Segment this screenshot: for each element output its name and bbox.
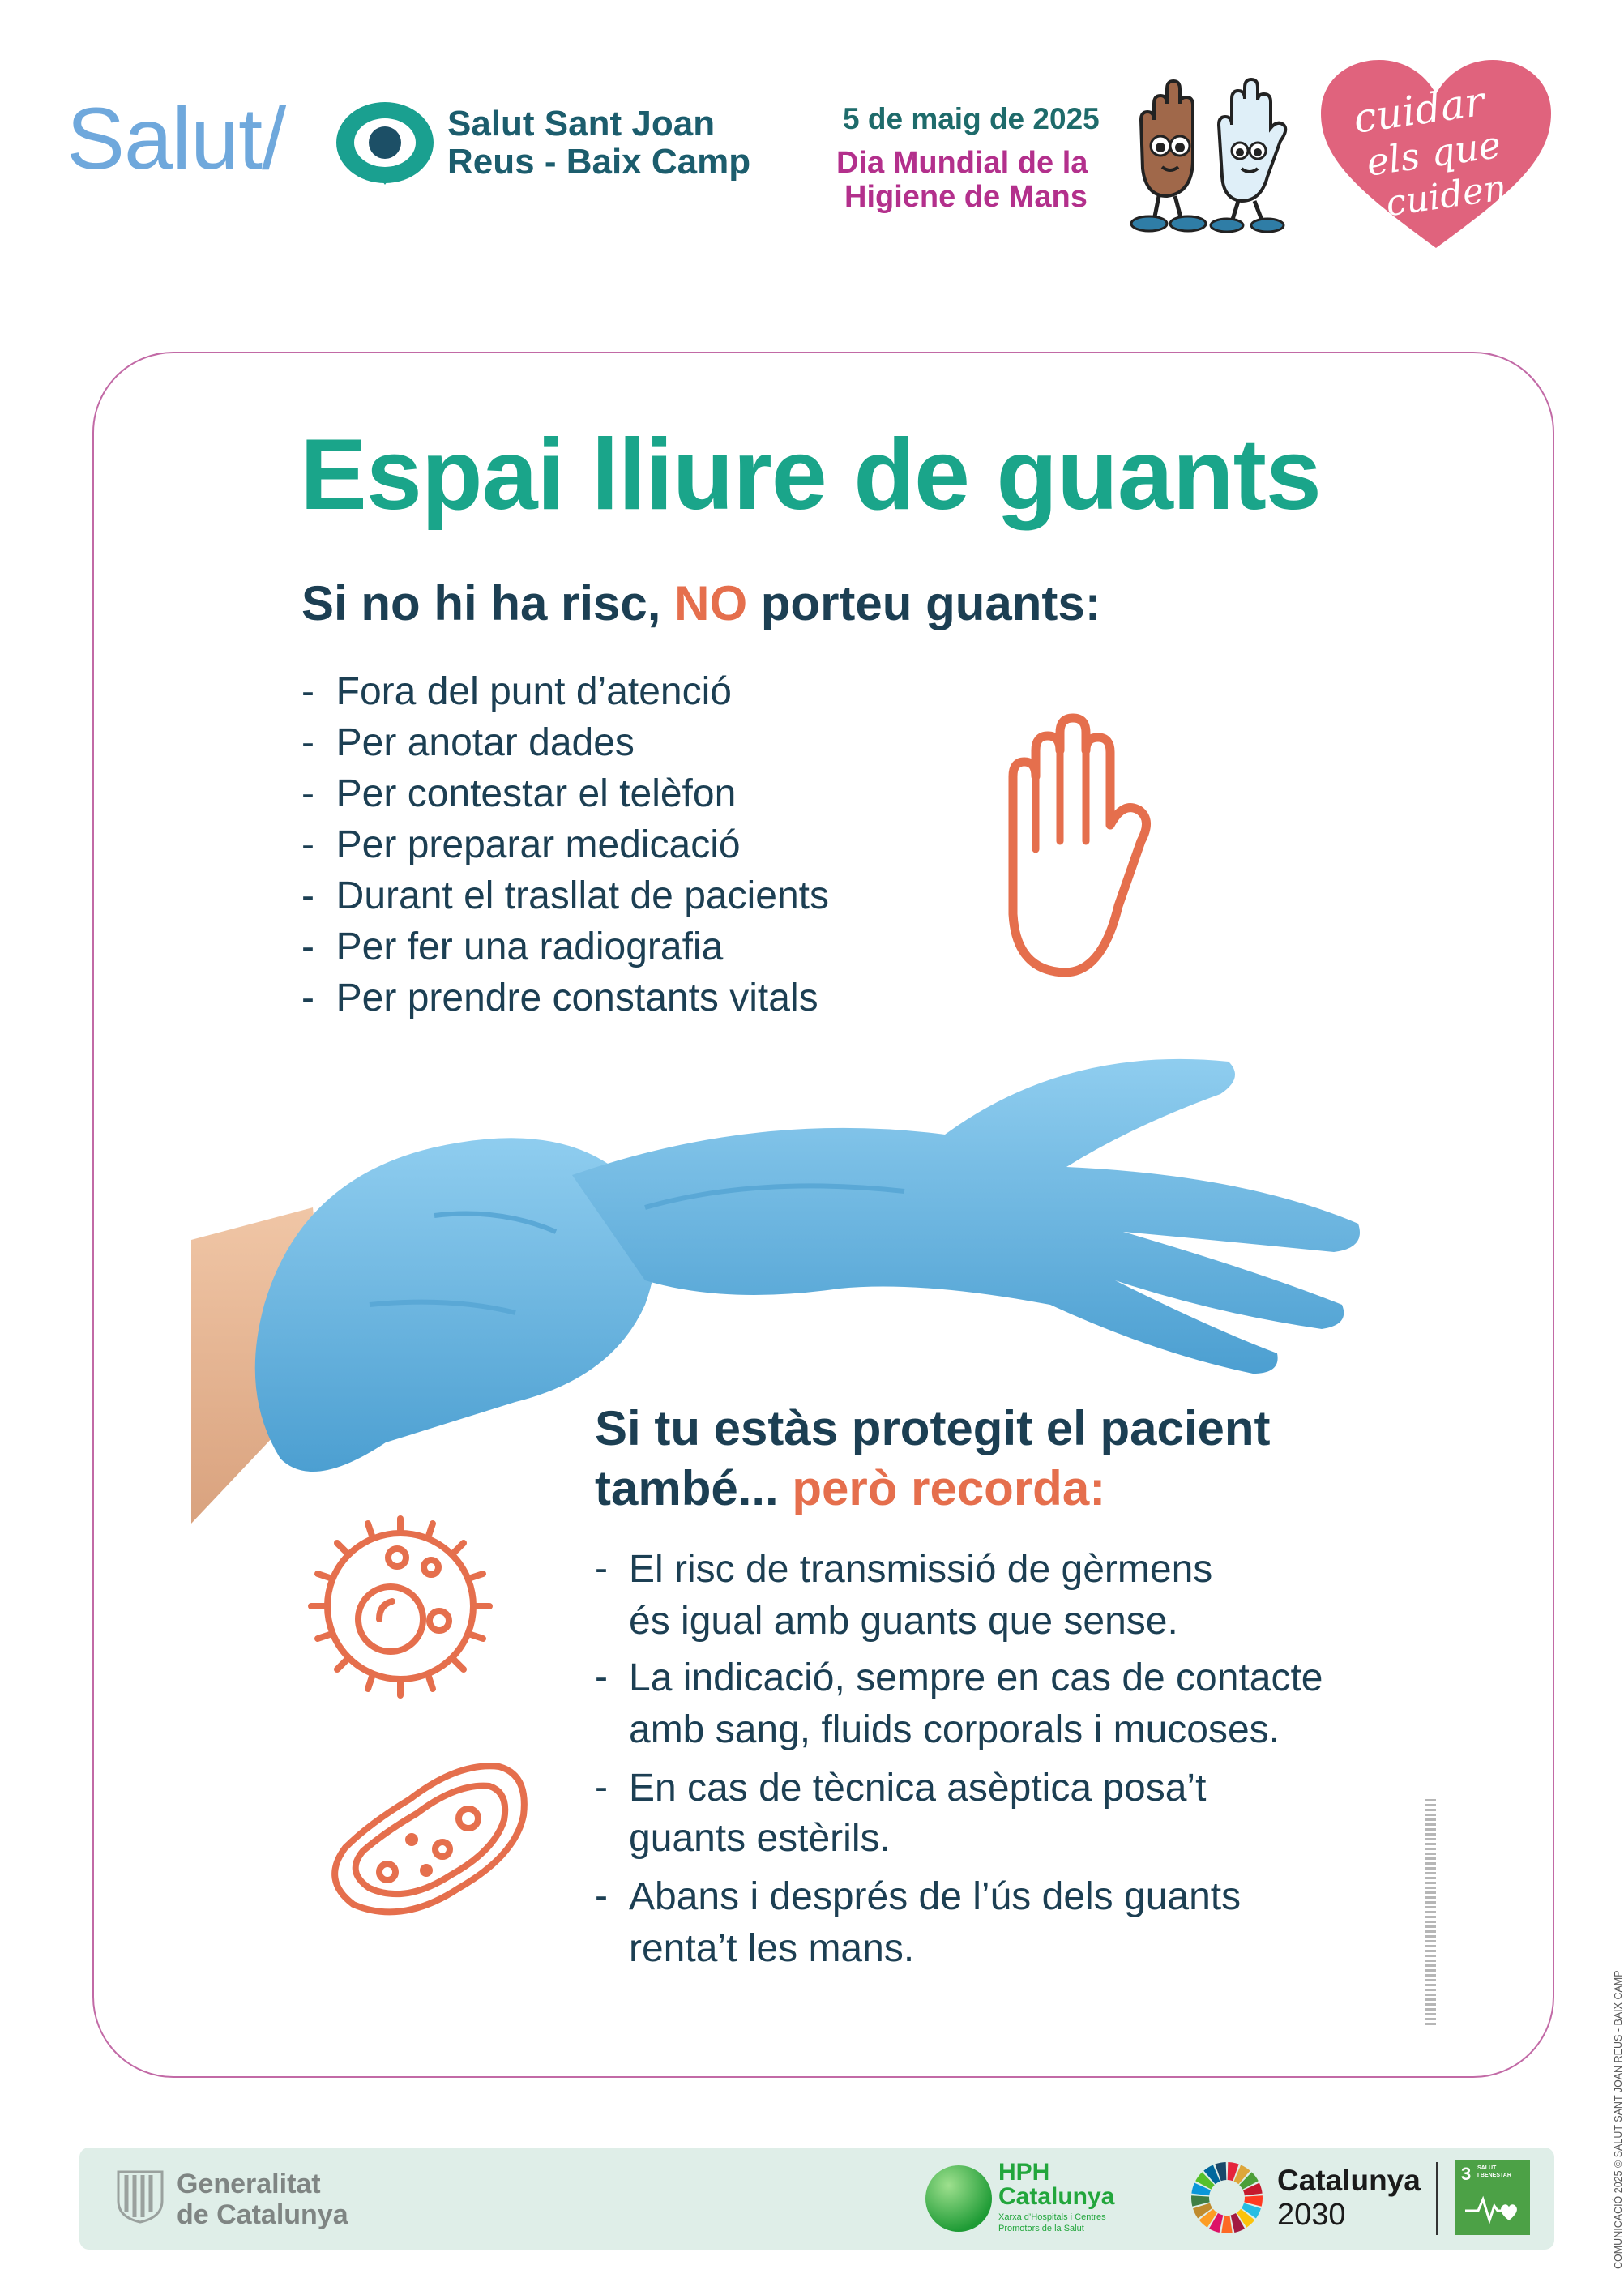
sdg-wheel-segment: [1221, 2216, 1233, 2233]
sdg3-text1: SALUT: [1477, 2165, 1497, 2171]
reminder-1-line1: El risc de transmissió de gèrmens: [629, 1548, 1213, 1591]
list-item: - Per prendre constants vitals: [301, 972, 829, 1024]
org-name-line1: Salut Sant Joan: [447, 104, 716, 143]
vertical-copyright: COMUNICACIÓ 2025 © SALUT SANT JOAN REUS - BAIX CAMP: [1613, 1970, 1624, 2269]
list-bullet: -: [595, 1766, 608, 1809]
hph-line3: Xarxa d’Hospitals i Centres: [998, 2212, 1106, 2222]
list-bullet: -: [595, 1547, 608, 1590]
no-glove-cases-list: [301, 666, 829, 1024]
list-item: - Per preparar medicació: [301, 819, 829, 870]
slogan-line3: cuiden: [1383, 166, 1510, 225]
hph-line2: Catalunya: [998, 2183, 1115, 2210]
reminder-3-line2: guants estèrils.: [629, 1817, 891, 1860]
sdg3-text2: I BENESTAR: [1477, 2173, 1511, 2178]
heart-slogan-text: [1314, 57, 1558, 251]
generalitat-line1: Generalitat: [177, 2169, 321, 2199]
list-item: - Fora del punt d’atenció: [301, 666, 829, 717]
slogan-line1: cuidar: [1350, 77, 1487, 143]
list-bullet: -: [595, 1656, 608, 1699]
salut-sant-joan-logo-icon: [334, 99, 436, 186]
event-name-line2: Higiene de Mans: [844, 180, 1088, 214]
bacteria-icon: [301, 1507, 500, 1706]
list-bullet: -: [595, 1874, 608, 1917]
subtitle1-pre: Si no hi ha risc,: [301, 576, 675, 630]
list-item: - Per fer una radiografia: [301, 921, 829, 972]
subtitle-no-risk: [301, 575, 1101, 631]
catalunya-2030-line2: 2030: [1277, 2198, 1346, 2232]
footer-separator: [1436, 2162, 1438, 2235]
mascot-hands-illustration: [1118, 71, 1305, 233]
event-date: 5 de maig de 2025: [843, 102, 1100, 135]
reminder-1-line2: és igual amb guants que sense.: [629, 1600, 1178, 1643]
subtitle-protected-line1: Si tu estàs protegit el pacient: [595, 1401, 1271, 1455]
subtitle1-post: porteu guants:: [747, 576, 1101, 630]
hph-line4: Promotors de la Salut: [998, 2224, 1084, 2233]
reminder-4-line2: renta’t les mans.: [629, 1927, 915, 1970]
org-name-line2: Reus - Baix Camp: [447, 142, 751, 182]
small-vertical-credit: [1425, 1799, 1436, 2026]
stop-hand-icon: [981, 712, 1159, 981]
reminder-4-line1: Abans i després de l’ús dels guants: [629, 1875, 1242, 1918]
generalitat-emblem-icon: [115, 2169, 165, 2224]
list-item: - Per anotar dades: [301, 717, 829, 768]
hph-line1: HPH: [998, 2159, 1050, 2186]
sdg3-number: 3: [1461, 2164, 1472, 2184]
reminder-2-line1: La indicació, sempre en cas de contacte: [629, 1656, 1323, 1699]
sdg-wheel-icon: [1190, 2160, 1264, 2235]
subtitle1-no: NO: [674, 576, 748, 630]
reminder-2-line2: amb sang, fluids corporals i mucoses.: [629, 1708, 1280, 1751]
catalunya-2030-line1: Catalunya: [1277, 2164, 1421, 2197]
reminder-3-line1: En cas de tècnica asèptica posa’t: [629, 1767, 1207, 1810]
salut-logo-text: Salut/: [66, 89, 286, 187]
slogan-line2: els que: [1363, 122, 1504, 185]
event-name-line1: Dia Mundial de la: [836, 146, 1088, 180]
subtitle-protected-line2: [595, 1460, 1105, 1516]
sdg3-health-icon: [1464, 2188, 1522, 2229]
poster-title: Espai lliure de guants: [300, 419, 1321, 531]
microbe-icon: [321, 1750, 532, 1932]
subtitle2-orange: però recorda:: [792, 1461, 1106, 1515]
list-item: - Per contestar el telèfon: [301, 768, 829, 819]
subtitle2-pre: també...: [595, 1461, 793, 1515]
hph-ball-icon: [924, 2164, 994, 2233]
list-item: - Durant el trasllat de pacients: [301, 870, 829, 921]
generalitat-line2: de Catalunya: [177, 2199, 348, 2230]
